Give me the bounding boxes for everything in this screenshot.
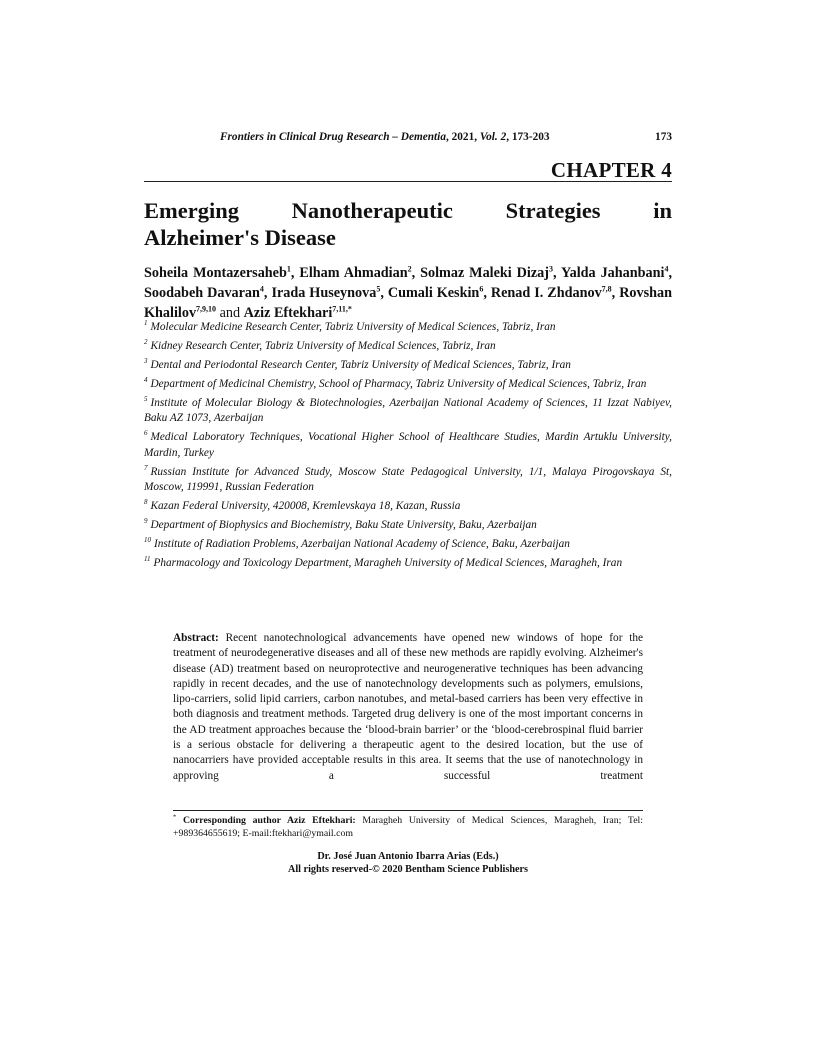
affiliation-number: 9 bbox=[144, 517, 148, 525]
author-name: Soheila Montazersaheb bbox=[144, 265, 287, 281]
affiliation-number: 6 bbox=[144, 429, 148, 438]
author-affiliation-sup: 1 bbox=[286, 264, 291, 274]
author-name: Rovshan Khalilov bbox=[144, 285, 673, 321]
abstract-text: Recent nanotechnological advancements have opened new windows of hope for the treatment of neurodegenerative diseases and all of these new methods are rapidly evolving. Alzheimer's disease (AD) treatment based on neuroprotective and neurogenerative techniques has been advancing rapidly in recent decades, and the use of nanotechnology developments such as polymers, emulsions, lipo-carriers, solid lipid carriers, carbon nanotubes, and metal-based carriers has been very effective in both diagnosis and treatment methods. Targeted drug delivery is one of the most important concerns in the AD treatment approaches because the ‘blood-brain barrier’ or the ‘blood-cerebrospinal fluid barrier is a serious obstacle for delivering a therapeutic agent to the desired location, but the use of nanocarriers have provided acceptable results in this area. It seems that the use of nanotechnology in approving a successful treatment bbox=[173, 632, 643, 782]
author-affiliation-sup: 2 bbox=[407, 264, 412, 274]
author-affiliation-sup: 7,8 bbox=[601, 284, 612, 294]
affiliation-text: Department of Medicinal Chemistry, School of Pharmacy, Tabriz University of Medical Sciences, Tabriz, Iran bbox=[150, 377, 647, 390]
affiliation-item bbox=[144, 537, 672, 552]
affiliation-list bbox=[144, 320, 672, 575]
affiliation-number: 2 bbox=[144, 338, 148, 347]
affiliation-item bbox=[144, 377, 672, 392]
affiliation-text: Dental and Periodontal Research Center, Tabriz University of Medical Sciences, Tabriz, Iran bbox=[150, 358, 571, 371]
title-word: Strategies bbox=[505, 198, 601, 223]
author-affiliation-sup: 6 bbox=[479, 284, 484, 294]
affiliation-item bbox=[144, 358, 672, 373]
header-rule bbox=[144, 181, 672, 182]
footnote-label: Corresponding author Aziz Eftekhari: bbox=[182, 815, 356, 826]
affiliation-item bbox=[144, 396, 672, 427]
affiliation-text: Kidney Research Center, Tabriz University of Medical Sciences, Tabriz, Iran bbox=[150, 339, 496, 352]
journal-name: Frontiers in Clinical Drug Research – Dementia bbox=[220, 131, 446, 143]
journal-volume: Vol. 2 bbox=[479, 131, 507, 143]
affiliation-text: Kazan Federal University, 420008, Kremlevskaya 18, Kazan, Russia bbox=[150, 499, 461, 512]
page-number: 173 bbox=[655, 131, 672, 143]
chapter-label: CHAPTER 4 bbox=[550, 158, 672, 182]
affiliation-text: Molecular Medicine Research Center, Tabriz University of Medical Sciences, Tabriz, Iran bbox=[150, 321, 556, 333]
footnote-rule bbox=[173, 810, 643, 811]
affiliation-text: Pharmacology and Toxicology Department, Maragheh University of Medical Sciences, Maragheh, Iran bbox=[153, 556, 623, 569]
abstract bbox=[173, 631, 643, 784]
copyright-line: All rights reserved-© 2020 Bentham Science Publishers bbox=[287, 864, 529, 875]
author-separator: and bbox=[216, 305, 244, 321]
footnote-marker: * bbox=[173, 813, 177, 821]
chapter-title bbox=[144, 197, 672, 251]
author-separator: , bbox=[263, 285, 272, 301]
abstract-label: Abstract: bbox=[173, 632, 219, 644]
author-separator: , bbox=[411, 265, 421, 281]
author-separator: , bbox=[483, 285, 491, 301]
affiliation-number: 3 bbox=[144, 357, 148, 366]
author-separator: , bbox=[668, 265, 673, 281]
author-separator: , bbox=[290, 265, 300, 281]
author-name: Solmaz Maleki Dizaj bbox=[420, 265, 549, 281]
editors-line: Dr. José Juan Antonio Ibarra Arias (Eds.) bbox=[317, 851, 499, 862]
author-name: Cumali Keskin bbox=[387, 285, 480, 301]
author-name: Soodabeh Davaran bbox=[144, 285, 260, 301]
affiliation-text: Russian Institute for Advanced Study, Moscow State Pedagogical University, 1/1, Malaya Pirogovskaya St, Moscow, 119991, Russian Federation bbox=[144, 465, 672, 493]
affiliation-item bbox=[144, 465, 672, 496]
affiliation-item bbox=[144, 556, 672, 571]
affiliation-item bbox=[144, 430, 672, 461]
author-name: Irada Huseynova bbox=[271, 285, 377, 301]
author-affiliation-sup: 4 bbox=[259, 284, 264, 294]
affiliation-number: 8 bbox=[144, 498, 148, 507]
author-affiliation-sup: 7,11,* bbox=[332, 304, 352, 314]
author-affiliation-sup: 7,9,10 bbox=[196, 304, 217, 314]
affiliation-item bbox=[144, 499, 672, 514]
author-affiliation-sup: 3 bbox=[548, 264, 553, 274]
author-name: Elham Ahmadian bbox=[299, 265, 408, 281]
affiliation-text: Institute of Molecular Biology & Biotechnologies, Azerbaijan National Academy of Sciences, 11 Izzat Nabiyev, Baku AZ 1073, Azerbaijan bbox=[144, 396, 672, 425]
publisher-credits bbox=[144, 850, 672, 876]
author-list bbox=[144, 263, 672, 323]
author-affiliation-sup: 5 bbox=[376, 284, 381, 294]
footnote-text: Maragheh University of Medical Sciences, Maragheh, Iran; Tel: +989364655619; E-mail:ftekhari@ymail.com bbox=[173, 815, 643, 839]
author-separator: , bbox=[552, 265, 561, 281]
abstract-paragraph bbox=[173, 631, 643, 784]
author-affiliation-sup: 4 bbox=[664, 264, 669, 274]
journal-year: , 2021, bbox=[445, 131, 480, 143]
affiliation-text: Medical Laboratory Techniques, Vocational Higher School of Healthcare Studies, Mardin Artuklu University, Mardin, Turkey bbox=[144, 431, 672, 459]
author-name: Renad I. Zhdanov bbox=[490, 285, 602, 301]
affiliation-item bbox=[144, 518, 672, 533]
journal-citation bbox=[220, 131, 550, 143]
title-word: in bbox=[653, 198, 672, 223]
affiliation-number: 10 bbox=[144, 535, 151, 544]
corresponding-author-footnote bbox=[173, 814, 643, 840]
affiliation-number: 4 bbox=[144, 376, 148, 385]
running-header bbox=[144, 131, 672, 147]
affiliation-item bbox=[144, 320, 672, 335]
author-separator: , bbox=[611, 285, 620, 301]
journal-pages: , 173-203 bbox=[506, 131, 550, 143]
affiliation-number: 1 bbox=[144, 319, 148, 328]
author-name: Yalda Jahanbani bbox=[560, 265, 665, 281]
title-line-2: Alzheimer's Disease bbox=[144, 225, 336, 250]
affiliation-item bbox=[144, 339, 672, 354]
author-separator: , bbox=[380, 285, 388, 301]
title-word: Emerging bbox=[144, 198, 239, 223]
affiliation-number: 7 bbox=[144, 463, 148, 472]
title-word: Nanotherapeutic bbox=[291, 198, 453, 223]
affiliation-number: 11 bbox=[144, 554, 151, 563]
affiliation-number: 5 bbox=[144, 395, 148, 404]
affiliation-text: Institute of Radiation Problems, Azerbaijan National Academy of Science, Baku, Azerbaijan bbox=[154, 537, 570, 550]
title-line-1 bbox=[144, 197, 672, 224]
author-name: Aziz Eftekhari bbox=[243, 305, 333, 321]
affiliation-text: Department of Biophysics and Biochemistry, Baku State University, Baku, Azerbaijan bbox=[150, 518, 537, 531]
